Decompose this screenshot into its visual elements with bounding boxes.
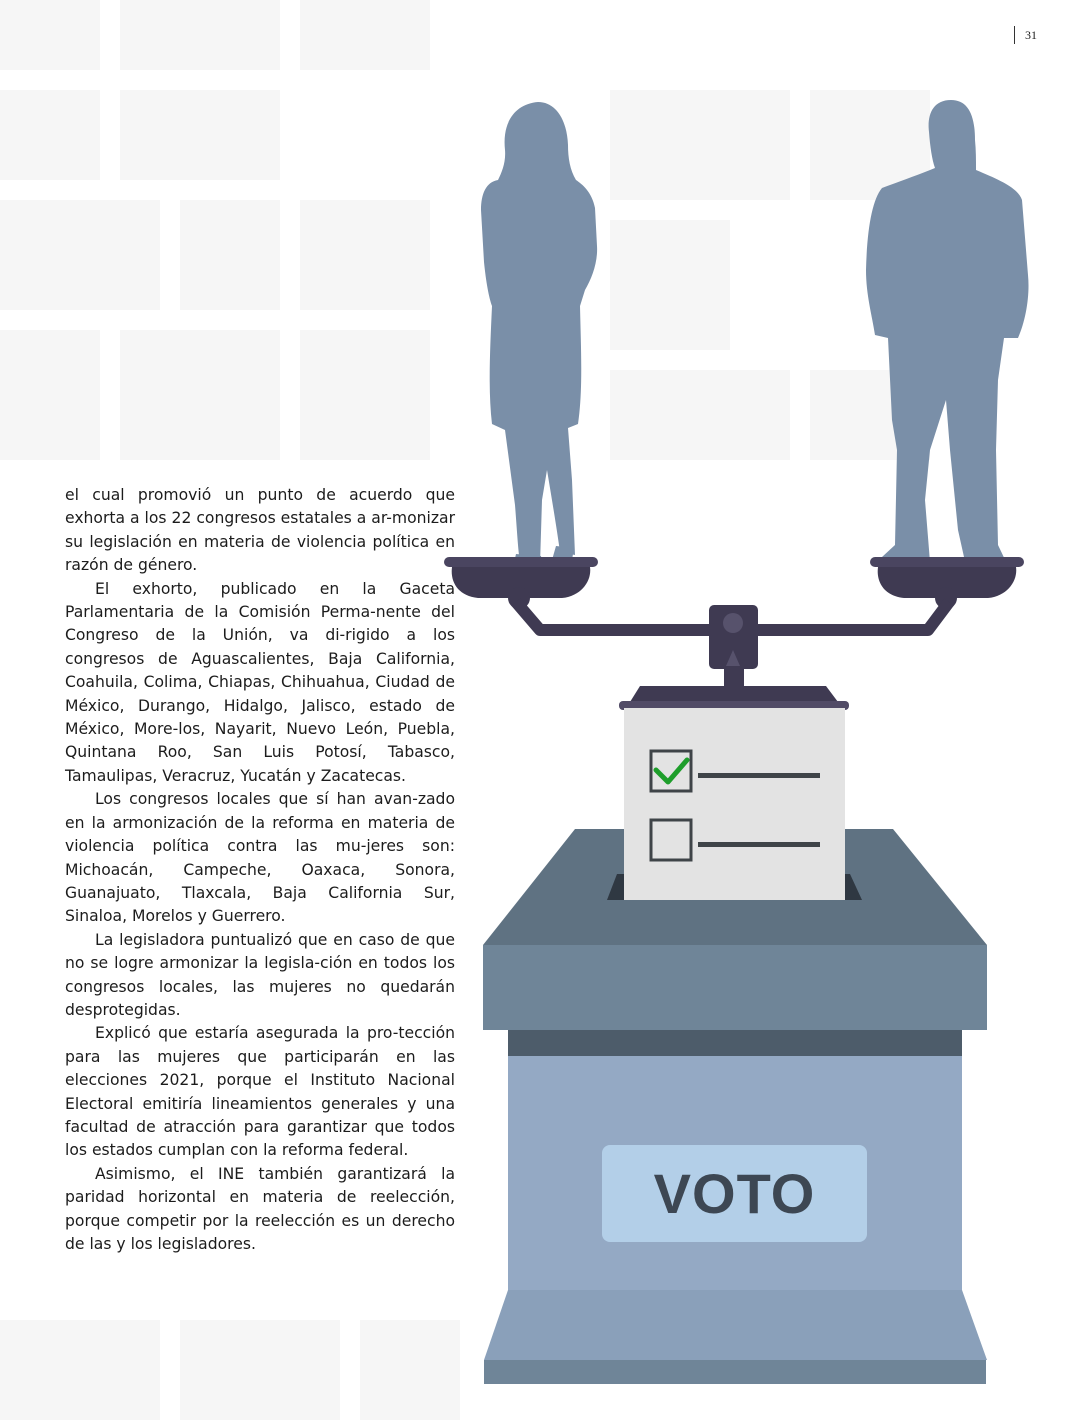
ballot-box-foot	[484, 1360, 986, 1384]
ballot-box-shadow	[508, 1030, 962, 1056]
page-number: 31	[1014, 26, 1037, 44]
ballot-paper	[624, 708, 845, 900]
paragraph-3: Los congresos locales que sí han avan-zado en la armonización de la reforma en materia de violencia política contra las mu-jeres son: Michoacán, Campeche, Oaxaca, Sonora, Guanajuato, Tlaxcala, Baja California Sur, Sinaloa, Morelos y Guerrero.	[65, 790, 455, 926]
paragraph-6: Asimismo, el INE también garantizará la paridad horizontal en materia de reelección, porque competir por la reelección es un derecho de las y los legisladores.	[65, 1164, 455, 1253]
balance-scale	[444, 557, 1024, 710]
woman-silhouette	[481, 102, 597, 572]
paragraph-2: El exhorto, publicado en la Gaceta Parlamentaria de la Comisión Perma-nente del Congreso de la Unión, va di-rigido a los congresos de Aguascalientes, Baja California, Coahuila, Colima, Chiapas, Chihuahua, Ciudad de México, Durango, Hidalgo, Jalisco, estado de México, More-los, Nayarit, Nuevo León, Puebla, Quintana Roo, San Luis Potosí, Tabasco, Tamaulipas, Veracruz, Yucatán y Zacatecas.	[65, 579, 455, 785]
paragraph-5: Explicó que estaría asegurada la pro-tección para las mujeres que participarán en las elecciones 2021, porque el Instituto Nacional Electoral emitiría lineamientos generales y una facultad de atracción para garantizar que todos los estados cumplan con la reforma federal.	[65, 1024, 455, 1160]
voto-label: VOTO	[653, 1162, 816, 1225]
article-body	[65, 484, 455, 1256]
man-silhouette	[866, 100, 1029, 566]
ballot-box-band	[483, 945, 987, 1030]
ballot-box-base	[484, 1290, 987, 1360]
paragraph-4: La legisladora puntualizó que en caso de que no se logre armonizar la legisla-ción en todos los congresos locales, las mujeres no quedarán desprotegidas.	[65, 930, 455, 1019]
paragraph-1: el cual promovió un punto de acuerdo que exhorta a los 22 congresos estatales a ar-monizar su legislación en materia de violencia política en razón de género.	[65, 486, 455, 575]
